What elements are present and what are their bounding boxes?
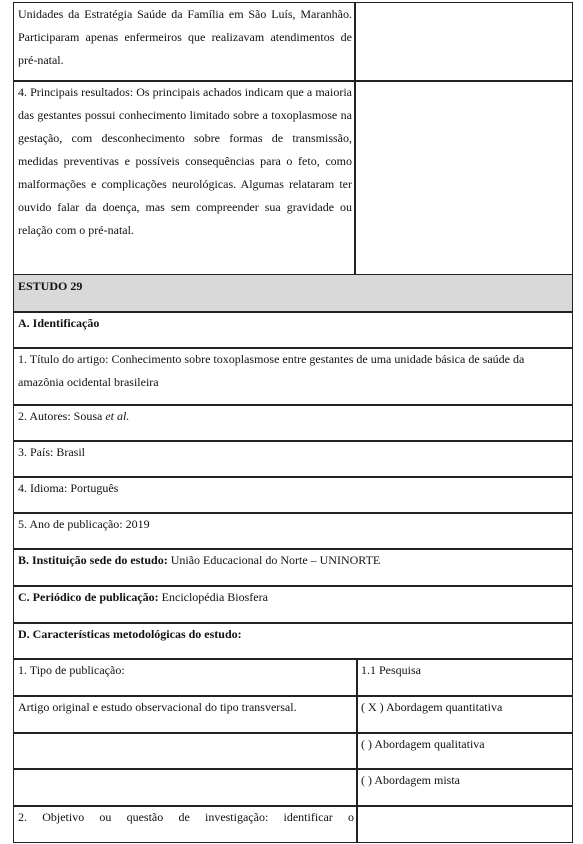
approach-qualitative: ( ) Abordagem qualitativa bbox=[361, 737, 485, 751]
authors-etal: et al. bbox=[105, 409, 130, 423]
research-label-cell bbox=[356, 658, 573, 697]
year-text: 5. Ano de publicação: 2019 bbox=[18, 517, 150, 531]
language-text: 4. Idioma: Português bbox=[18, 481, 119, 495]
country-text: 3. País: Brasil bbox=[18, 445, 86, 459]
objective-cell bbox=[13, 805, 358, 843]
context-text-cell bbox=[13, 2, 356, 82]
context-text: Unidades da Estratégia Saúde da Família em São Luís, Maranhão. Participaram apenas enfermeiros que realizavam atendimentos de pré-natal. bbox=[18, 7, 352, 67]
section-d-label: D. Características metodológicas do estudo: bbox=[18, 627, 242, 641]
study-header bbox=[13, 274, 573, 313]
research-label: 1.1 Pesquisa bbox=[361, 663, 421, 677]
pub-type-label-cell bbox=[13, 658, 358, 697]
institution-row bbox=[13, 548, 573, 587]
pub-type-label: 1. Tipo de publicação: bbox=[18, 663, 125, 677]
country-row bbox=[13, 440, 573, 478]
authors-label: 2. Autores: Sousa bbox=[18, 409, 106, 423]
journal-label: C. Periódico de publicação: bbox=[18, 590, 159, 604]
context-empty-cell bbox=[354, 2, 573, 82]
approach-mixed-cell bbox=[356, 768, 573, 807]
results-text: 4. Principais resultados: Os principais achados indicam que a maioria das gestantes possui conhecimento limitado sobre a toxoplasmose na gestação, com desconhecimento sobre formas de transmissão, medidas preventivas e possíveis consequências para o feto, como malformações e complicações neurológicas. Algumas relataram ter ouvido falar da doença, mas sem compreender sua gravidade ou relação com o pré-natal. bbox=[18, 85, 352, 237]
empty-left-cell-2 bbox=[13, 768, 358, 807]
section-a-heading bbox=[13, 311, 573, 349]
approach-mixed: ( ) Abordagem mista bbox=[361, 773, 460, 787]
article-title-row bbox=[13, 347, 573, 406]
language-row bbox=[13, 476, 573, 514]
results-text-cell bbox=[13, 80, 356, 276]
empty-left-cell-1 bbox=[13, 732, 358, 770]
objective-empty-cell bbox=[356, 805, 573, 843]
approach-quantitative-cell bbox=[356, 695, 573, 734]
authors-row bbox=[13, 404, 573, 442]
pub-type-value: Artigo original e estudo observacional do tipo transversal. bbox=[18, 700, 297, 714]
pub-type-value-cell bbox=[13, 695, 358, 734]
section-a-label: A. Identificação bbox=[18, 316, 100, 330]
institution-label: B. Instituição sede do estudo: bbox=[18, 553, 168, 567]
approach-qualitative-cell bbox=[356, 732, 573, 770]
approach-quantitative: ( X ) Abordagem quantitativa bbox=[361, 700, 503, 714]
results-empty-cell bbox=[354, 80, 573, 276]
section-d-heading bbox=[13, 622, 573, 660]
year-row bbox=[13, 512, 573, 550]
journal-row bbox=[13, 585, 573, 624]
institution-value: União Educacional do Norte – UNINORTE bbox=[167, 553, 381, 567]
article-title-text: 1. Título do artigo: Conhecimento sobre toxoplasmose entre gestantes de uma unidade básica de saúde da amazônia ocidental brasileira bbox=[18, 352, 525, 389]
journal-value: Enciclopédia Biosfera bbox=[158, 590, 268, 604]
study-header-label: ESTUDO 29 bbox=[18, 279, 83, 293]
objective-text: 2. Objetivo ou questão de investigação: identificar o bbox=[18, 810, 354, 824]
